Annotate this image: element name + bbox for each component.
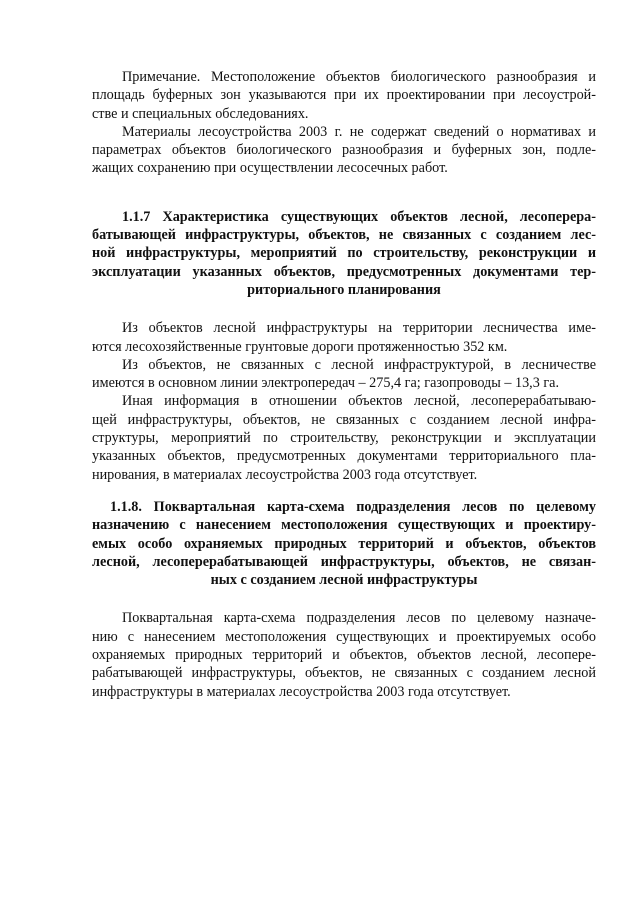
text-line: структуры, мероприятий по строительству, реконструкции и эксплуатации [92,430,596,447]
text-line: нию с нанесением местоположения существующих и проектируемых особо [92,628,596,645]
section-117-paragraph-3 [92,392,596,483]
section-117-paragraph-1 [92,319,596,356]
heading-line: риториального планирования [247,281,441,298]
text-line: площадь буферных зон указываются при их проектировании при лесоустрой- [92,87,596,104]
text-line: инфраструктуры в материалах лесоустройства 2003 года отсутствует. [92,683,511,700]
text-line: Примечание. Местоположение объектов биологического разнообразия и [122,69,596,85]
text-line: жащих сохранению при осуществлении лесосечных работ. [92,160,448,177]
text-line: Материалы лесоустройства 2003 г. не содержат сведений о нормативах и [122,123,596,140]
heading-line: назначению с нанесением местоположения существующих и проектиру- [92,517,596,534]
text-line: щей инфраструктуры, объектов, не связанных с созданием лесной инфра- [92,411,596,428]
text-line: Из объектов лесной инфраструктуры на территории лесничества име- [122,320,596,337]
text-line: охраняемых природных территорий и объектов, объектов лесной, лесопере- [92,647,596,664]
section-117-paragraph-2 [92,356,596,393]
text-line: имеются в основном линии электропередач – 275,4 га; газопроводы – 13,3 га. [92,375,560,392]
section-117-heading [92,208,596,299]
text-line: Иная информация в отношении объектов лесной, лесоперерабатываю- [122,393,596,410]
text-line: нирования, в материалах лесоустройства 2003 года отсутствует. [92,466,478,483]
text-line: Поквартальная карта-схема подразделения лесов по целевому назначе- [122,610,596,627]
materials-paragraph [92,123,596,178]
heading-line: 1.1.7 Характеристика существующих объектов лесной, лесоперера- [122,208,596,225]
heading-line: емых особо охраняемых природных территорий и объектов, объектов [92,535,596,552]
heading-line: 1.1.8. Поквартальная карта-схема подразделения лесов по целевому [110,498,596,515]
heading-line: ной инфраструктуры, мероприятий по строительству, реконструкции и [92,245,596,262]
heading-line: эксплуатации указанных объектов, предусмотренных документами тер- [92,263,596,280]
text-line: указанных объектов, предусмотренных документами территориального пла- [92,448,596,465]
text-line: рабатывающей инфраструктуры, объектов, не связанных с созданием лесной [92,665,596,682]
text-line: стве и специальных обследованиях. [92,105,309,122]
text-line: Из объектов, не связанных с лесной инфраструктурой, в лесничестве [122,356,596,373]
heading-line: ных с созданием лесной инфраструктуры [210,572,478,589]
text-line: параметрах объектов биологического разнообразия и буферных зон, подле- [92,142,596,159]
text-line: ются лесохозяйственные грунтовые дороги протяженностью 352 км. [92,338,508,355]
heading-line: батывающей инфраструктуры, объектов, не связанных с созданием лес- [92,227,596,244]
document-page [92,68,596,701]
section-118-paragraph-1 [92,609,596,700]
note-paragraph [92,68,596,123]
heading-line: лесной, лесоперерабатывающей инфраструктуры, объектов, не связан- [92,553,596,570]
section-118-heading [92,498,596,589]
